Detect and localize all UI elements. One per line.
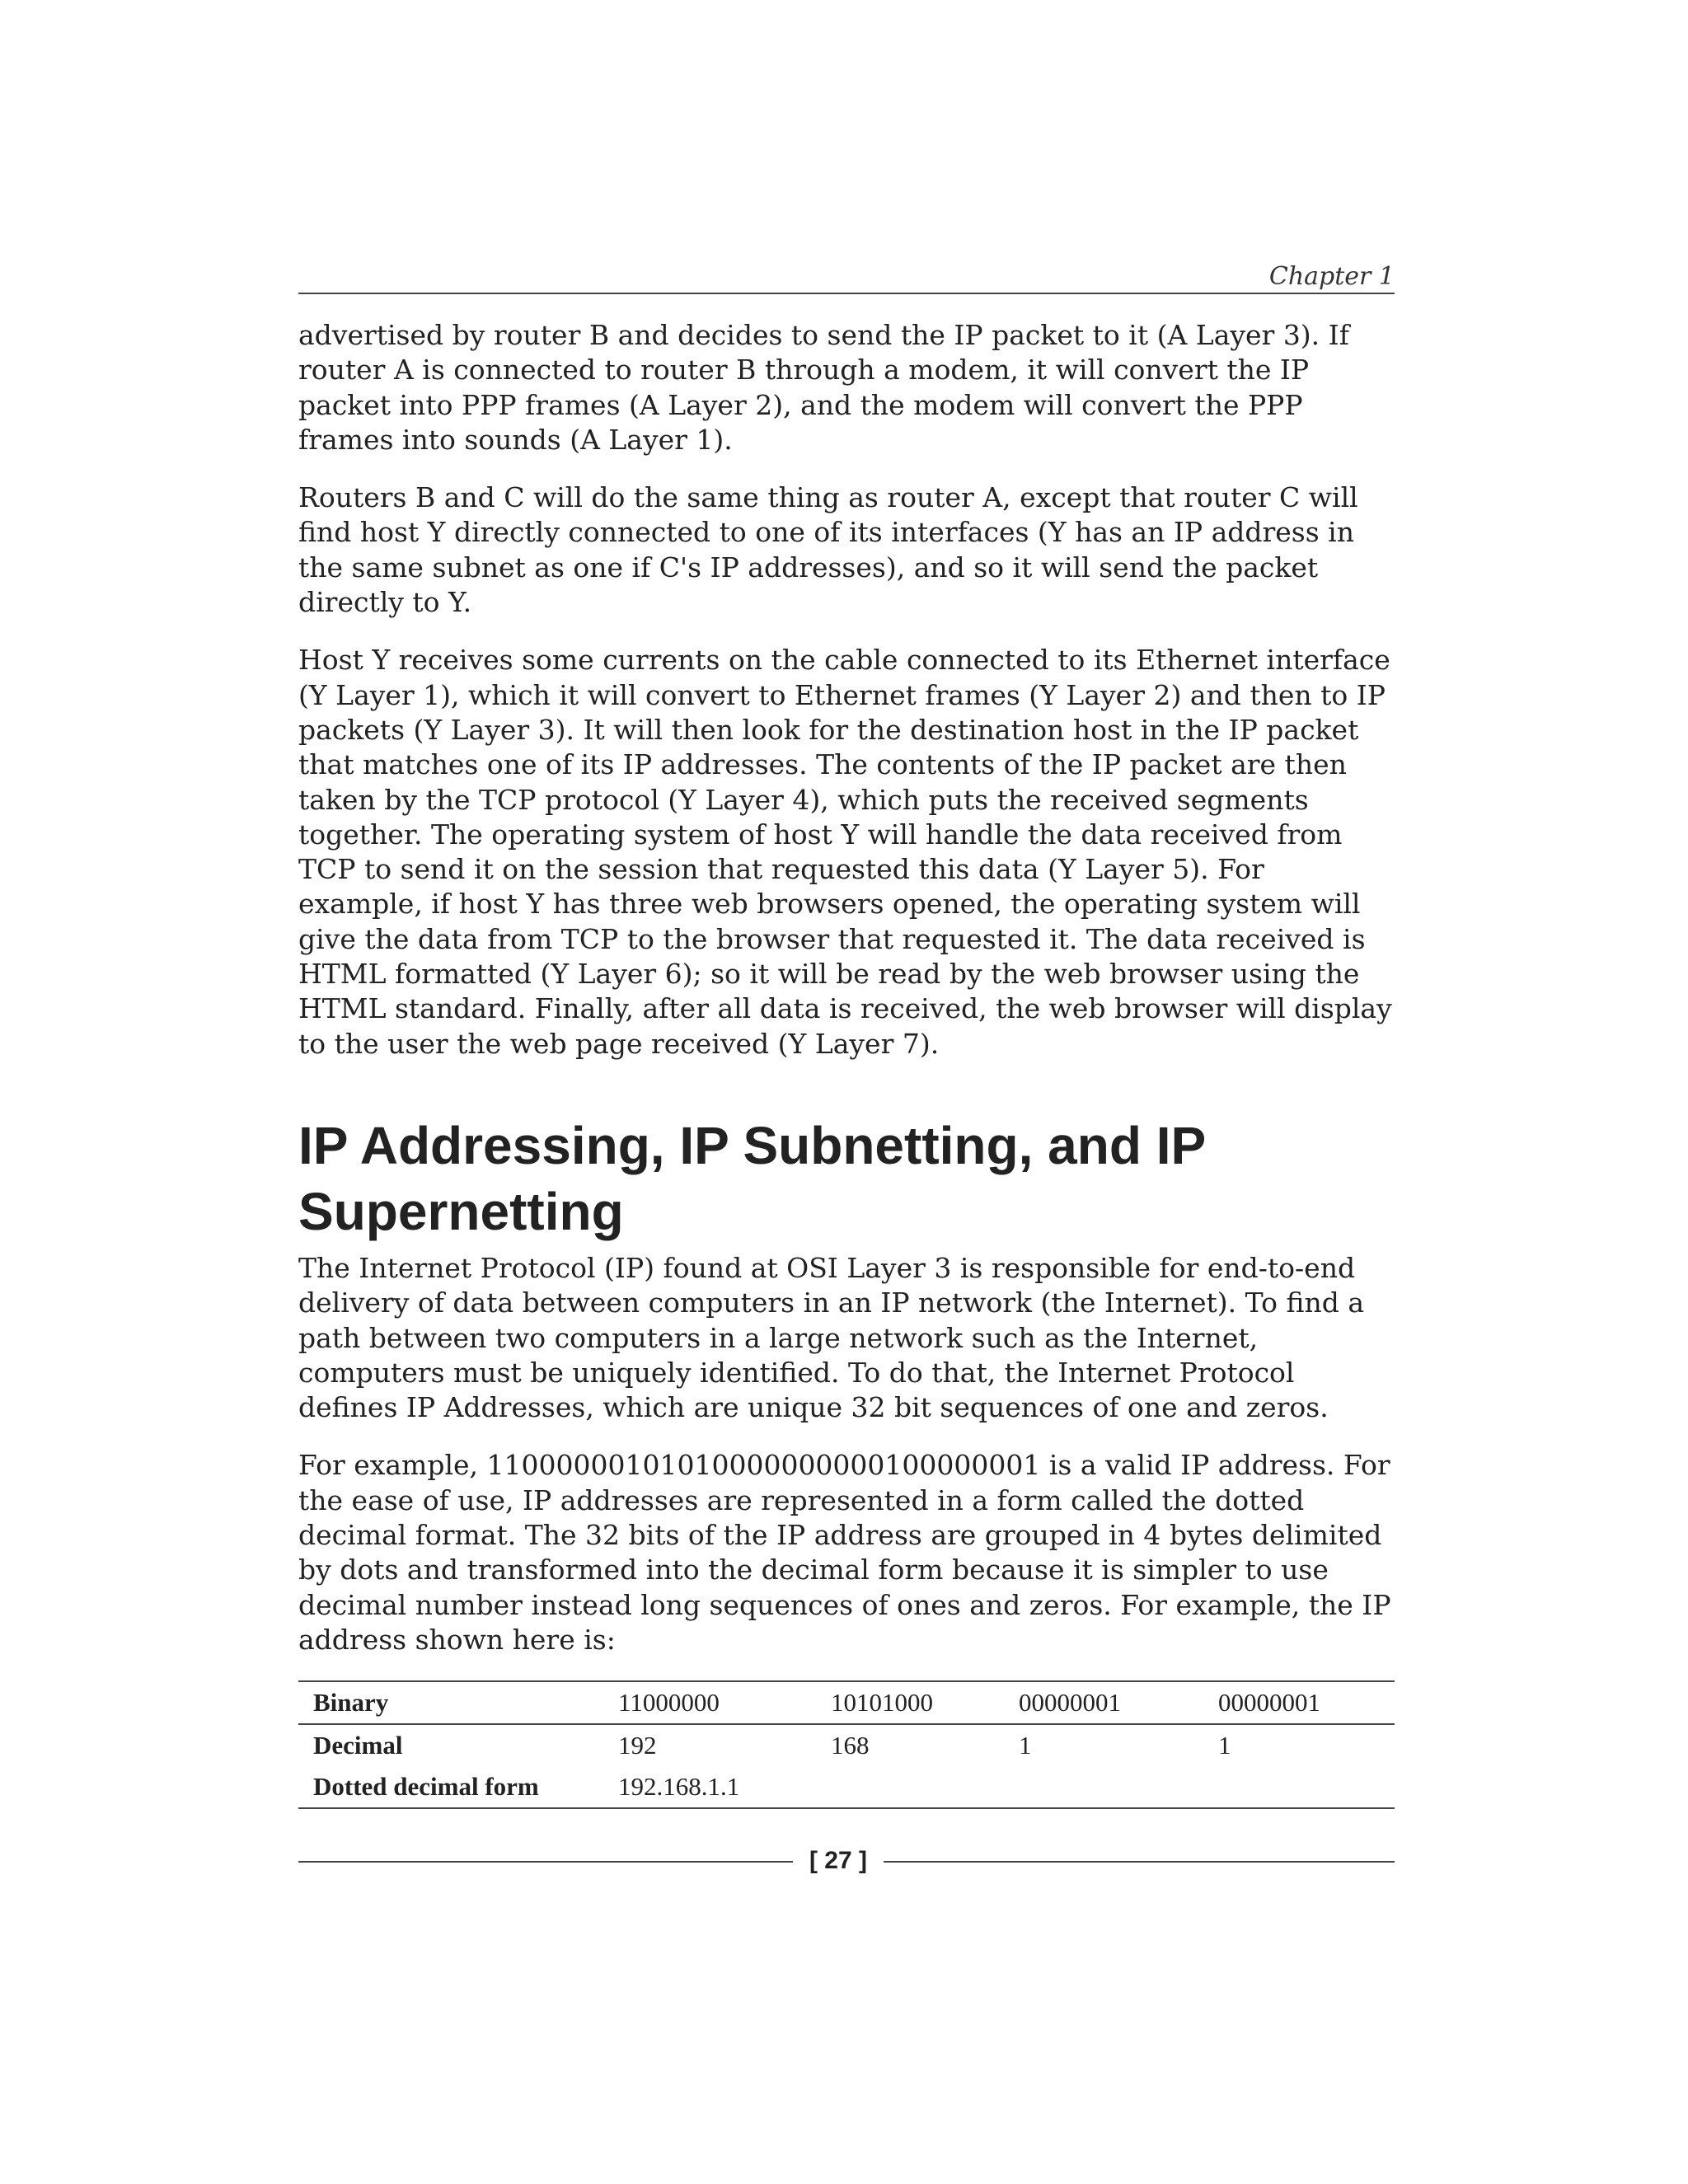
table-cell [816, 1766, 1004, 1808]
table-cell: 192 [618, 1731, 657, 1760]
table-row-binary [298, 1681, 1395, 1724]
table-cell: 00000001 [1203, 1681, 1395, 1724]
table-row-dotted-decimal [298, 1766, 1395, 1808]
table-cell: 168 [831, 1731, 870, 1760]
row-label: Dotted decimal form [298, 1766, 603, 1808]
header-rule [298, 293, 1395, 294]
ip-address-table [298, 1680, 1395, 1809]
book-page [298, 0, 1395, 2184]
body-text [298, 318, 1395, 1809]
table-cell [1203, 1766, 1395, 1808]
row-label: Decimal [313, 1731, 403, 1760]
row-label: Binary [298, 1681, 603, 1724]
table-cell: 10101000 [816, 1681, 1004, 1724]
running-header-chapter: Chapter 1 [1268, 262, 1395, 291]
table-cell: 1 [1218, 1731, 1231, 1760]
table-row-decimal [298, 1724, 1395, 1766]
table-cell [1004, 1766, 1203, 1808]
footer-rule-right [884, 1861, 1395, 1863]
page-number: [ 27 ] [809, 1847, 868, 1874]
paragraph-internet-protocol: The Internet Protocol (IP) found at OSI Layer 3 is responsible for end-to-end delivery of data between computers in an IP network (the Internet). To find a path between two computers in a large network such as the Internet, computers must be uniquely identified. To do that, the Internet Protocol defines IP Addresses, which are unique 32 bit sequences of one and zeros. [298, 1251, 1364, 1424]
table-cell: 1 [1019, 1731, 1032, 1760]
paragraph-host-y: Host Y receives some currents on the cable connected to its Ethernet interface (Y Layer 1), which it will convert to Ethernet frames (Y Layer 2) and then to IP packets (Y Layer 3). It will then look for the destination host in the IP packet that matches one of its IP addresses. The contents of the IP packet are then taken by the TCP protocol (Y Layer 4), which puts the received segments together. The operating system of host Y will handle the data received from TCP to send it on the session that requested this data (Y Layer 5). For example, if host Y has three web browsers opened, the operating system will give the data from TCP to the browser that requested it. The data received is HTML formatted (Y Layer 6); so it will be read by the web browser using the HTML standard. Finally, after all data is received, the web browser will display to the user the web page received (Y Layer 7). [298, 644, 1392, 1060]
footer-rule-left [298, 1861, 793, 1863]
paragraph-router-a: advertised by router B and decides to send the IP packet to it (A Layer 3). If router A is connected to router B through a modem, it will convert the IP packet into PPP frames (A Layer 2), and the modem will convert the PPP frames into sounds (A Layer 1). [298, 319, 1349, 456]
section-heading: IP Addressing, IP Subnetting, and IP Supernetting [298, 1115, 1206, 1241]
table-cell: 11000000 [603, 1681, 816, 1724]
table-cell: 192.168.1.1 [603, 1766, 816, 1808]
paragraph-routers-b-c: Routers B and C will do the same thing as router A, except that router C will find host Y directly connected to one of its interfaces (Y has an IP address in the same subnet as one if C's IP addresses), and so it will send the packet directly to Y. [298, 481, 1358, 619]
table-cell: 00000001 [1004, 1681, 1203, 1724]
paragraph-dotted-decimal: For example, 11000000101010000000000100000001 is a valid IP address. For the ease of use, IP addresses are represented in a form called the dotted decimal format. The 32 bits of the IP address are grouped in 4 bytes delimited by dots and transformed into the decimal form because it is simpler to use decimal number instead long sequences of ones and zeros. For example, the IP address shown here is: [298, 1449, 1391, 1656]
